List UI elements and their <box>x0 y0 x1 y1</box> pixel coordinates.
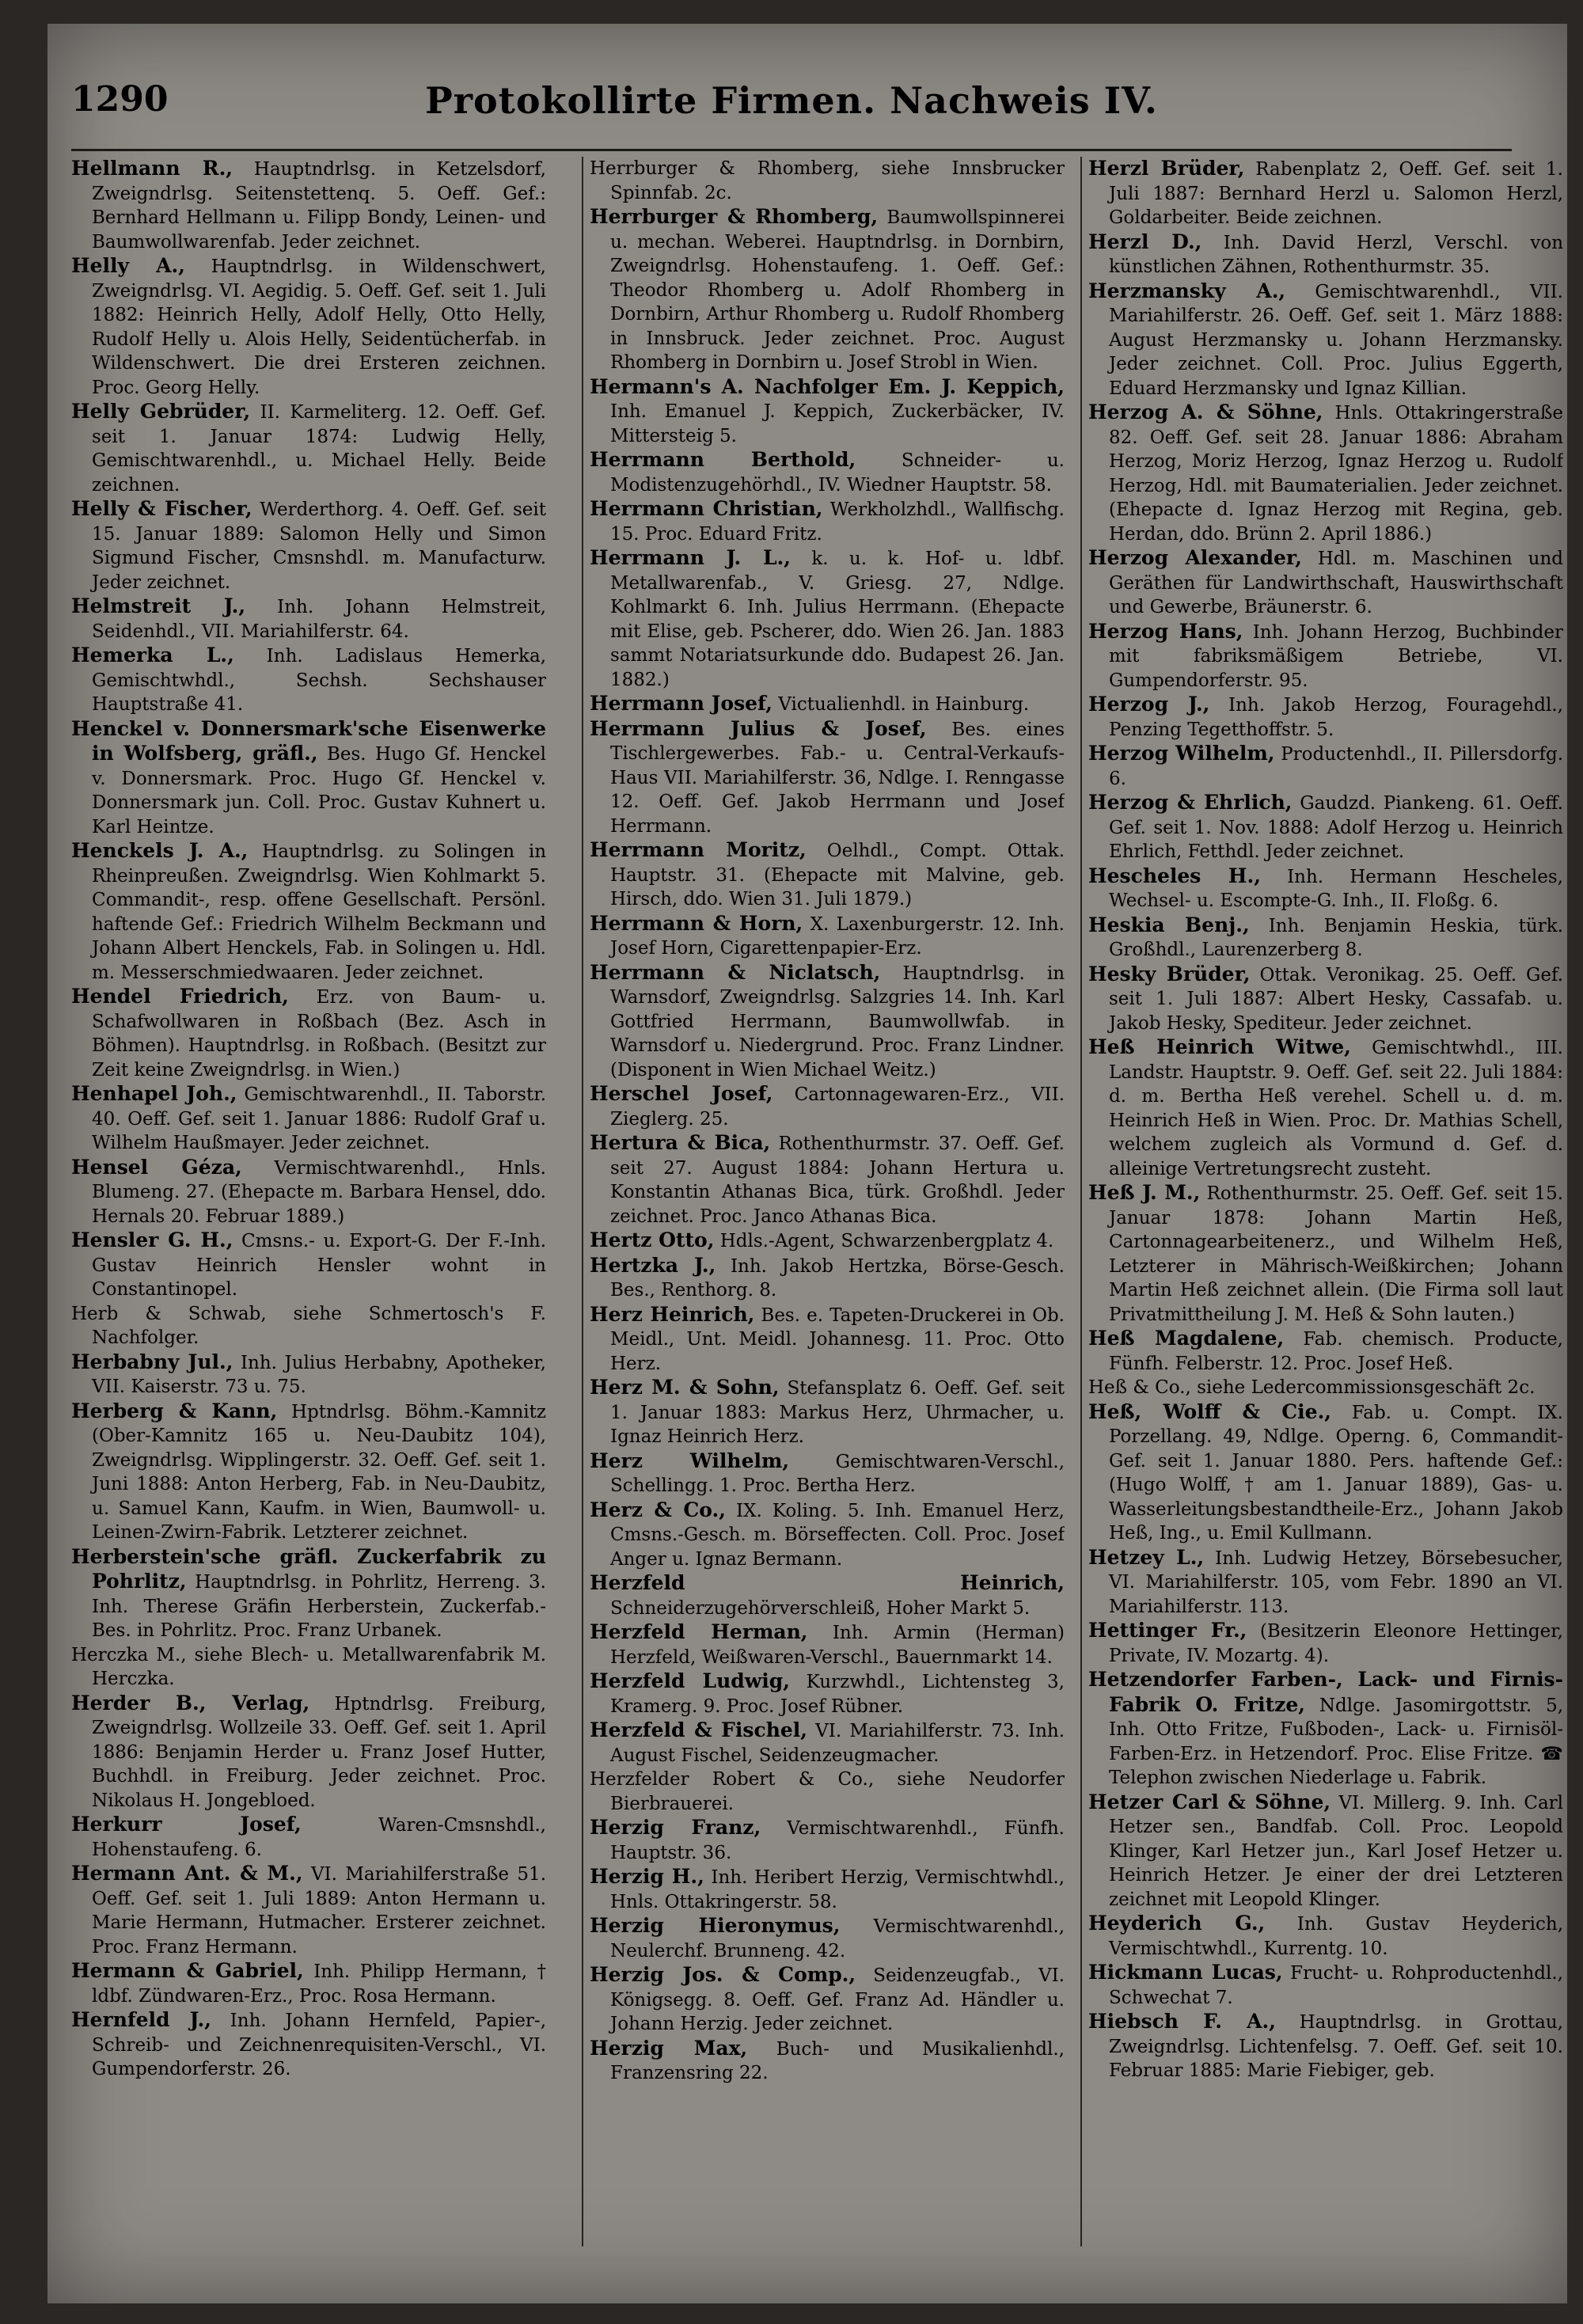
directory-entry <box>590 1254 1065 1303</box>
directory-entry <box>1088 620 1563 693</box>
firm-details: Hdl. m. Maschinen und Geräthen für Landwirthschaft, Hauswirthschaft und Gewerbe, Bräunerstr. 6. <box>1109 549 1563 617</box>
firm-details: Heß & Co., siehe Ledercommissionsgeschäft 2c. <box>1088 1377 1536 1398</box>
firm-details: Gaudzd. Piankeng. 61. Oeff. Gef. seit 1. Nov. 1888: Adolf Herzog u. Heinrich Ehrlich, Fetthdl. Jeder zeichnet. <box>1109 793 1563 862</box>
firm-details: Rabenplatz 2, Oeff. Gef. seit 1. Juli 1887: Bernhard Herzl u. Salomon Herzl, Goldarbeiter. Beide zeichnen. <box>1109 159 1563 228</box>
firm-details: Schneiderzugehörverschleiß, Hoher Markt 5. <box>610 1597 1031 1619</box>
firm-details: Inh. Johann Hernfeld, Papier-, Schreib- und Zeichnenrequisiten-Verschl., VI. Gumpendorferstr. 26. <box>92 2011 546 2079</box>
firm-name: Herrmann Moritz, <box>590 838 807 861</box>
firm-details: II. Karmeliterg. 12. Oeff. Gef. seit 1. Januar 1874: Ludwig Helly, Gemischtwarenhdl., u. Michael Helly. Beide zeichnen. <box>92 402 546 496</box>
firm-name: Henckels J. A., <box>71 839 249 862</box>
directory-entry <box>1088 546 1563 620</box>
directory-entry <box>1088 1790 1563 1912</box>
directory-entry <box>590 205 1065 375</box>
directory-entry <box>1088 1546 1563 1620</box>
firm-details: Cmsns.- u. Export-G. Der F.-Inh. Gustav Heinrich Hensler wohnt in Constantinopel. <box>92 1231 546 1300</box>
firm-name: Herkurr Josef, <box>71 1813 302 1836</box>
directory-entry <box>1088 2010 1563 2083</box>
directory-entry <box>71 1399 546 1545</box>
firm-name: Hemerka L., <box>71 644 234 666</box>
firm-name: Hescheles H., <box>1088 864 1261 887</box>
firm-details: Schneider- u. Modistenzugehörhdl., IV. Wiedner Hauptstr. 58. <box>610 450 1065 496</box>
firm-details: Oelhdl., Compt. Ottak. Hauptstr. 31. (Ehepacte mit Malvine, geb. Hirsch, ddo. Wien 31. Juli 1879.) <box>610 841 1065 909</box>
firm-name: Helly A., <box>71 254 185 277</box>
directory-entry <box>1088 1400 1563 1546</box>
firm-name: Herzig Jos. & Comp., <box>590 1963 856 1986</box>
firm-details: Herzfelder Robert & Co., siehe Neudorfer Bierbrauerei. <box>590 1769 1065 1814</box>
directory-entry <box>71 1302 546 1350</box>
header-rule <box>71 149 1512 151</box>
page-header <box>71 79 1512 142</box>
firm-details: Gemischtwarenhdl., VII. Mariahilferstr. 26. Oeff. Gef. seit 1. März 1888: August Herzmansky u. Johann Herzmansky. Jeder zeichnet. Coll. Proc. Julius Eggerth, Eduard Herzmansky und Ignaz Killian. <box>1109 281 1563 399</box>
directory-entry <box>590 448 1065 497</box>
firm-name: Heß, Wolff & Cie., <box>1088 1399 1331 1423</box>
firm-details: Gemischtwaren-Verschl., Schellingg. 1. Proc. Bertha Herz. <box>610 1451 1065 1496</box>
firm-name: Hellmann R., <box>71 157 233 180</box>
firm-details: Waren-Cmsnshdl., Hohenstaufeng. 6. <box>92 1815 546 1860</box>
firm-details: Herb & Schwab, siehe Schmertosch's F. Nachfolger. <box>71 1303 546 1348</box>
firm-details: Hnls. Ottakringerstraße 82. Oeff. Gef. seit 28. Januar 1886: Abraham Herzog, Moriz Herzog, Ignaz Herzog u. Rudolf Herzog, Hdl. mit Baumaterialien. Jeder zeichnet. (Ehepacte d. Ignaz Herzog mit Regina, geb. Herdan, ddo. Brünn 2. April 1886.) <box>1109 403 1563 545</box>
firm-name: Herzfeld & Fischel, <box>590 1718 808 1741</box>
firm-name: Hertura & Bica, <box>590 1131 771 1154</box>
firm-details: Inh. Heribert Herzig, Vermischtwhdl., Hnls. Ottakringerstr. 58. <box>610 1867 1065 1912</box>
directory-entry <box>590 1963 1065 2037</box>
directory-entry <box>71 1350 546 1399</box>
firm-details: Inh. Armin (Herman) Herzfeld, Weißwaren-Verschl., Bauernmarkt 14. <box>610 1623 1065 1668</box>
firm-name: Heß Heinrich Witwe, <box>1088 1035 1351 1058</box>
firm-details: Inh. Julius Herbabny, Apotheker, VII. Kaiserstr. 73 u. 75. <box>92 1352 546 1397</box>
directory-entry <box>590 1498 1065 1572</box>
directory-entry <box>1088 157 1563 230</box>
directory-entry <box>590 157 1065 205</box>
firm-name: Herrmann & Horn, <box>590 911 803 935</box>
firm-name: Herz Wilhelm, <box>590 1449 790 1472</box>
firm-details: Inh. David Herzl, Verschl. von künstlichen Zähnen, Rothenthurmstr. 35. <box>1109 232 1563 277</box>
firm-details: VI. Mariahilferstraße 51. Oeff. Gef. seit 1. Juli 1889: Anton Hermann u. Marie Hermann, Hutmacher. Ersterer zeichnet. Proc. Franz Hermann. <box>92 1864 546 1958</box>
firm-name: Hensler G. H., <box>71 1228 233 1251</box>
directory-entry <box>71 1862 546 1959</box>
firm-details: Inh. Emanuel J. Keppich, Zuckerbäcker, IV. Mittersteig 5. <box>610 401 1065 446</box>
firm-details: Victualienhdl. in Hainburg. <box>778 694 1030 715</box>
firm-details: Inh. Hermann Hescheles, Wechsel- u. Escompte-G. Inh., II. Floßg. 6. <box>1109 866 1563 911</box>
firm-name: Hermann Ant. & M., <box>71 1862 303 1885</box>
firm-name: Henckel v. Donnersmark'sche Eisenwerke in Wolfsberg, gräfl., <box>71 716 546 765</box>
firm-name: Hensel Géza, <box>71 1155 242 1179</box>
firm-name: Hetzer Carl & Söhne, <box>1088 1790 1331 1813</box>
directory-entry <box>71 644 546 717</box>
firm-name: Hickmann Lucas, <box>1088 1961 1283 1984</box>
directory-entry <box>1088 1181 1563 1327</box>
firm-details: Herrburger & Rhomberg, siehe Innsbrucker Spinnfab. 2c. <box>590 158 1065 203</box>
firm-name: Herz & Co., <box>590 1498 726 1521</box>
firm-details: Bes. e. Tapeten-Druckerei in Ob. Meidl., Unt. Meidl. Johannesg. 11. Proc. Otto Herz. <box>610 1304 1065 1374</box>
firm-details: VI. Millerg. 9. Inh. Carl Hetzer sen., Bandfab. Coll. Proc. Leopold Klinger, Karl Hetzer jun., Karl Josef Hetzer u. Heinrich Hetzer. Je einer der drei Letzteren zeichnet mit Leopold Klinger. <box>1109 1792 1563 1910</box>
firm-name: Hertz Otto, <box>590 1228 715 1251</box>
directory-entry <box>590 375 1065 449</box>
directory-entry <box>590 1376 1065 1449</box>
firm-details: Frucht- u. Rohproductenhdl., Schwechat 7. <box>1109 1963 1563 2008</box>
directory-entry <box>71 157 546 254</box>
firm-details: Hauptndrlsg. in Wildenschwert, Zweigndrlsg. VI. Aegidig. 5. Oeff. Gef. seit 1. Juli 1882: Heinrich Helly, Adolf Helly, Otto Helly, Rudolf Helly u. Alois Helly, Seidentücherfab. in Wildenschwert. Die drei Ersteren zeichnen. Proc. Georg Helly. <box>92 256 546 398</box>
directory-entry <box>590 1228 1065 1254</box>
firm-details: Hauptndrlsg. in Grottau, Zweigndrlsg. Lichtenfelsg. 7. Oeff. Gef. seit 10. Februar 1885: Marie Fiebiger, geb. <box>1109 2012 1563 2081</box>
directory-entry <box>590 546 1065 692</box>
firm-details: Inh. Jakob Hertzka, Börse-Gesch. Bes., Renthorg. 8. <box>610 1255 1065 1301</box>
firm-details: Hdls.-Agent, Schwarzenbergplatz 4. <box>719 1231 1054 1251</box>
directory-entry <box>1088 1035 1563 1181</box>
firm-details: Inh. Johann Herzog, Buchbinder mit fabriksmäßigem Betriebe, VI. Gumpendorferstr. 95. <box>1109 621 1563 691</box>
directory-entry <box>1088 864 1563 913</box>
firm-details: Vermischtwarenhdl., Neulerchf. Brunneng. 42. <box>610 1916 1065 1961</box>
firm-details: Hauptndrlsg. in Ketzelsdorf, Zweigndrlsg. Seitenstettenq. 5. Oeff. Gef.: Bernhard Hellmann u. Filipp Bondy, Leinen- und Baumwollwarenfab. Jeder zeichnet. <box>92 159 546 253</box>
directory-entry <box>71 839 546 985</box>
firm-details: Stefansplatz 6. Oeff. Gef. seit 1. Januar 1883: Markus Herz, Uhrmacher, u. Ignaz Heinrich Herz. <box>610 1378 1065 1447</box>
firm-name: Helly & Fischer, <box>71 497 252 520</box>
column-divider <box>1080 157 1082 2246</box>
directory-entry <box>1088 693 1563 742</box>
firm-details: Bes. eines Tischlergewerbes. Fab.- u. Central-Verkaufs-Haus VII. Mariahilferstr. 36, Ndlge. I. Renngasse 12. Oeff. Gef. Jakob Herrmann und Josef Herrmann. <box>610 719 1065 837</box>
firm-name: Herzig Hieronymus, <box>590 1914 841 1937</box>
firm-name: Heß Magdalene, <box>1088 1327 1285 1350</box>
firm-name: Herz Heinrich, <box>590 1302 755 1326</box>
firm-details: Inh. Ladislaus Hemerka, Gemischtwhdl., Sechsh. Sechshauser Hauptstraße 41. <box>92 646 546 715</box>
directory-entry <box>71 497 546 594</box>
firm-name: Hiebsch F. A., <box>1088 2010 1276 2033</box>
directory-entry <box>71 985 546 1082</box>
firm-name: Herzig Max, <box>590 2036 748 2060</box>
directory-entry <box>71 717 546 840</box>
directory-entry <box>1088 913 1563 963</box>
firm-name: Henhapel Joh., <box>71 1082 237 1105</box>
firm-name: Herzmansky A., <box>1088 279 1286 302</box>
firm-details: Gemischtwarenhdl., II. Taborstr. 40. Oeff. Gef. seit 1. Januar 1886: Rudolf Graf u. Wilhelm Haußmayer. Jeder zeichnet. <box>92 1084 546 1153</box>
directory-entry <box>71 2008 546 2082</box>
directory-entry <box>590 1914 1065 1963</box>
directory-entry <box>1088 963 1563 1036</box>
directory-entry <box>71 1156 546 1229</box>
firm-details: Fab. u. Compt. IX. Porzellang. 49, Ndlge. Operng. 6, Commandit-Gef. seit 1. Januar 1880. Pers. haftende Gef.: (Hugo Wolff, † am 1. Januar 1889), Gas- u. Wasserleitungsbestandtheile-Erz., Johann Jakob Heß, Ing., u. Emil Kullmann. <box>1109 1402 1563 1544</box>
firm-name: Herzl D., <box>1088 230 1202 253</box>
directory-entry <box>590 912 1065 961</box>
firm-name: Herrmann & Niclatsch, <box>590 960 881 984</box>
directory-entry <box>1088 1327 1563 1376</box>
firm-name: Herrmann Julius & Josef, <box>590 716 927 740</box>
directory-entry <box>1088 1668 1563 1790</box>
firm-details: Buch- und Musikalienhdl., Franzensring 22. <box>610 2038 1065 2083</box>
directory-entry <box>590 1449 1065 1498</box>
firm-name: Herschel Josef, <box>590 1082 773 1105</box>
firm-name: Hermann & Gabriel, <box>71 1959 304 1982</box>
directory-entry <box>1088 742 1563 791</box>
directory-entry <box>71 254 546 400</box>
firm-details: Gemischtwhdl., III. Landstr. Hauptstr. 9. Oeff. Gef. seit 22. Juli 1884: d. m. Bertha Heß verehel. Schell u. d. m. Heinrich Heß in Wien. Proc. Dr. Mathias Schell, welchem zugleich als Vormund d. Gef. d. alleinige Vertretungsrecht zusteht. <box>1109 1038 1563 1179</box>
firm-name: Herzog Alexander, <box>1088 546 1302 569</box>
directory-entry <box>590 1571 1065 1620</box>
firm-name: Herrmann Josef, <box>590 692 773 715</box>
directory-entry <box>590 1131 1065 1228</box>
firm-details: Hptndrlsg. Freiburg, Zweigndrlsg. Wollzeile 33. Oeff. Gef. seit 1. April 1886: Benjamin Herder u. Franz Josef Hutter, Buchhdl. in Freiburg. Jeder zeichnet. Proc. Nikolaus H. Jongebloed. <box>92 1693 546 1811</box>
column-left <box>71 157 546 2246</box>
firm-details: k. u. k. Hof- u. ldbf. Metallwarenfab., V. Griesg. 27, Ndlge. Kohlmarkt 6. Inh. Julius Herrmann. (Ehepacte mit Elise, geb. Pscherer, ddo. Wien 26. Jan. 1883 sammt Notariatsurkunde ddo. Budapest 26. Jan. 1882.) <box>610 549 1065 690</box>
firm-details: Hauptndrlsg. zu Solingen in Rheinpreußen. Zweigndrlsg. Wien Kohlmarkt 5. Commandit-, resp. offene Gesellschaft. Persönl. haftende Gef.: Friedrich Wilhelm Beckmann und Johann Albert Henckels, Fab. in Solingen u. Hdl. m. Messerschmiedwaaren. Jeder zeichnet. <box>92 841 546 983</box>
directory-entry <box>590 1669 1065 1718</box>
firm-name: Herzig Franz, <box>590 1816 761 1839</box>
firm-details: Baumwollspinnerei u. mechan. Weberei. Hauptndrlsg. in Dornbirn, Zweigndrlsg. Hohenstaufeng. 1. Oeff. Gef.: Theodor Rhomberg u. Adolf Rhomberg in Dornbirn, Arthur Rhomberg u. Rudolf Rhomberg in Innsbruck. Jeder zeichnet. Proc. August Rhomberg in Dornbirn u. Josef Strobl in Wien. <box>610 207 1065 373</box>
firm-details: Inh. Benjamin Heskia, türk. Großhdl., Laurenzerberg 8. <box>1109 915 1563 960</box>
directory-entry <box>1088 791 1563 864</box>
firm-name: Hertzka J., <box>590 1253 716 1277</box>
directory-entry <box>590 1768 1065 1816</box>
firm-name: Herzfeld Heinrich, <box>590 1571 1065 1594</box>
directory-entry <box>71 400 546 497</box>
directory-entry <box>71 1643 546 1692</box>
firm-details: (Besitzerin Eleonore Hettinger, Private, IV. Mozartg. 4). <box>1109 1621 1563 1666</box>
firm-name: Herberstein'sche gräfl. Zuckerfabrik zu Pohrlitz, <box>71 1544 546 1593</box>
firm-details: VI. Mariahilferstr. 73. Inh. August Fischel, Seidenzeugmacher. <box>610 1721 1065 1766</box>
directory-entry <box>71 1228 546 1302</box>
directory-entry <box>590 1816 1065 1865</box>
firm-name: Herzog A. & Söhne, <box>1088 401 1323 423</box>
firm-details: Hauptndrlsg. in Pohrlitz, Herreng. 3. Inh. Therese Gräfin Herberstein, Zuckerfab.-Bes. in Pohrlitz. Proc. Franz Urbanek. <box>92 1572 546 1641</box>
firm-details: Inh. Philipp Hermann, † ldbf. Zündwaren-Erz., Proc. Rosa Hermann. <box>92 1961 546 2007</box>
firm-name: Herrburger & Rhomberg, <box>590 205 879 228</box>
firm-name: Herzog Hans, <box>1088 619 1243 643</box>
firm-details: IX. Koling. 5. Inh. Emanuel Herz, Cmsns.-Gesch. m. Börseffecten. Coll. Proc. Josef Anger u. Ignaz Bermann. <box>610 1500 1065 1570</box>
firm-details: Ottak. Veronikag. 25. Oeff. Gef. seit 1. Juli 1887: Albert Hesky, Cassafab. u. Jakob Hesky, Spediteur. Jeder zeichnet. <box>1109 964 1563 1034</box>
directory-entry <box>71 1813 546 1862</box>
column-right <box>1088 157 1563 2246</box>
firm-details: Inh. Jakob Herzog, Fouragehdl., Penzing Tegetthoffstr. 5. <box>1109 695 1563 740</box>
firm-name: Herrmann Christian, <box>590 497 823 520</box>
firm-details: Herczka M., siehe Blech- u. Metallwarenfabrik M. Herczka. <box>71 1644 546 1689</box>
directory-entry <box>71 1959 546 2008</box>
firm-details: Rothenthurmstr. 25. Oeff. Gef. seit 15. Januar 1878: Johann Martin Heß, Cartonnagearbeitenerz., und Wilhelm Heß, Letzterer in Mährisch-Weißkirchen; Johann Martin Heß zeichnet allein. (Die Firma soll laut Privatmittheilung J. M. Heß & Sohn lauten.) <box>1109 1183 1563 1325</box>
firm-details: Cartonnagewaren-Erz., VII. Zieglerg. 25. <box>610 1084 1065 1130</box>
firm-name: Herzfeld Ludwig, <box>590 1669 790 1692</box>
directory-entry <box>590 1082 1065 1131</box>
firm-details: Ndlge. Jasomirgottstr. 5, Inh. Otto Fritze, Fußboden-, Lack- u. Firnisöl-Farben-Erz. in Hetzendorf. Proc. Elise Fritze. ☎ Telephon zwischen Niederlage u. Fabrik. <box>1109 1695 1563 1788</box>
firm-name: Heskia Benj., <box>1088 913 1250 936</box>
firm-details: Fab. chemisch. Producte, Fünfh. Felberstr. 12. Proc. Josef Heß. <box>1109 1329 1563 1374</box>
firm-details: Werderthorg. 4. Oeff. Gef. seit 15. Januar 1889: Salomon Helly und Simon Sigmund Fischer, Cmsnshdl. m. Manufacturw. Jeder zeichnet. <box>92 499 546 593</box>
firm-name: Hendel Friedrich, <box>71 985 289 1008</box>
directory-entry <box>71 1545 546 1643</box>
directory-entry <box>71 1692 546 1813</box>
directory-entry <box>590 2037 1065 2086</box>
firm-name: Herrmann J. L., <box>590 546 791 569</box>
firm-name: Hetzendorfer Farben-, Lack- und Firnis-Fabrik O. Fritze, <box>1088 1668 1563 1716</box>
firm-details: Bes. Hugo Gf. Henckel v. Donnersmark. Proc. Hugo Gf. Henckel v. Donnersmark jun. Coll. Proc. Gustav Kuhnert u. Karl Heintze. <box>92 744 546 837</box>
firm-name: Heß J. M., <box>1088 1181 1201 1204</box>
firm-details: Kurzwhdl., Lichtensteg 3, Kramerg. 9. Proc. Josef Rübner. <box>610 1672 1065 1717</box>
firm-name: Herzig H., <box>590 1865 704 1888</box>
directory-entry <box>71 594 546 644</box>
firm-details: Rothenthurmstr. 37. Oeff. Gef. seit 27. August 1884: Johann Hertura u. Konstantin Athanas Bica, türk. Großhdl. Jeder zeichnet. Proc. Janco Athanas Bica. <box>610 1134 1065 1227</box>
firm-details: X. Laxenburgerstr. 12. Inh. Josef Horn, Cigarettenpapier-Erz. <box>610 913 1065 959</box>
firm-name: Hettinger Fr., <box>1088 1619 1247 1642</box>
firm-details: Hauptndrlsg. in Warnsdorf, Zweigndrlsg. Salzgries 14. Inh. Karl Gottfried Herrmann, Baumwollwfab. in Warnsdorf u. Niedergrund. Proc. Franz Lindner. (Disponent in Wien Michael Weitz.) <box>610 963 1065 1080</box>
directory-entry <box>590 692 1065 717</box>
directory-entry <box>1088 401 1563 546</box>
firm-details: Werkholzhdl., Wallfischg. 15. Proc. Eduard Fritz. <box>610 499 1065 545</box>
firm-name: Herzog J., <box>1088 693 1210 716</box>
firm-details: Vermischtwarenhdl., Hnls. Blumeng. 27. (Ehepacte m. Barbara Hensel, ddo. Hernals 20. Februar 1889.) <box>92 1157 546 1227</box>
firm-details: Inh. Gustav Heyderich, Vermischtwhdl., Kurrentg. 10. <box>1109 1914 1563 1959</box>
directory-entry <box>1088 1619 1563 1668</box>
directory-entry <box>71 1082 546 1156</box>
firm-name: Herberg & Kann, <box>71 1399 278 1422</box>
page-number: 1290 <box>71 79 169 120</box>
firm-name: Helly Gebrüder, <box>71 400 251 423</box>
directory-entry <box>1088 279 1563 401</box>
firm-name: Herrmann Berthold, <box>590 448 856 471</box>
firm-name: Heyderich G., <box>1088 1912 1266 1935</box>
firm-name: Herzog & Ehrlich, <box>1088 791 1293 814</box>
directory-entry <box>590 497 1065 546</box>
firm-details: Vermischtwarenhdl., Fünfh. Hauptstr. 36. <box>610 1818 1065 1863</box>
firm-details: Productenhdl., II. Pillersdorfg. 6. <box>1109 744 1563 789</box>
firm-name: Hesky Brüder, <box>1088 962 1251 985</box>
directory-entry <box>1088 230 1563 279</box>
running-head: Protokollirte Firmen. Nachweis IV. <box>425 79 1158 122</box>
directory-entry <box>590 838 1065 912</box>
directory-entry <box>590 1303 1065 1377</box>
firm-details: Seidenzeugfab., VI. Königsegg. 8. Oeff. Gef. Franz Ad. Händler u. Johann Herzig. Jeder zeichnet. <box>610 1965 1065 2034</box>
firm-name: Herder B., Verlag, <box>71 1691 310 1715</box>
firm-name: Helmstreit J., <box>71 594 246 617</box>
directory-entry <box>1088 1376 1563 1400</box>
column-divider <box>582 157 583 2246</box>
firm-details: Inh. Johann Helmstreit, Seidenhdl., VII. Mariahilferstr. 64. <box>92 597 546 642</box>
firm-name: Herzfeld Herman, <box>590 1620 808 1643</box>
directory-entry <box>590 1865 1065 1914</box>
directory-entry <box>590 961 1065 1083</box>
firm-name: Hernfeld J., <box>71 2008 211 2031</box>
directory-entry <box>1088 1912 1563 1961</box>
firm-name: Herzl Brüder, <box>1088 157 1245 180</box>
firm-name: Herzog Wilhelm, <box>1088 742 1275 765</box>
directory-entry <box>1088 1961 1563 2010</box>
directory-entry <box>590 717 1065 839</box>
firm-name: Hetzey L., <box>1088 1545 1205 1569</box>
firm-name: Hermann's A. Nachfolger Em. J. Keppich, <box>590 374 1065 398</box>
firm-name: Herz M. & Sohn, <box>590 1376 780 1399</box>
column-middle <box>590 157 1065 2246</box>
firm-details: Erz. von Baum- u. Schafwollwaren in Roßbach (Bez. Asch in Böhmen). Hauptndrlsg. in Roßbach. (Besitzt zur Zeit keine Zweigndrlsg. in Wien.) <box>92 987 546 1080</box>
firm-name: Herbabny Jul., <box>71 1350 233 1373</box>
directory-entry <box>590 1620 1065 1669</box>
firm-details: Hptndrlsg. Böhm.-Kamnitz (Ober-Kamnitz 165 u. Neu-Daubitz 104), Zweigndrlsg. Wipplingerstr. 32. Oeff. Gef. seit 1. Juni 1888: Anton Herberg, Fab. in Neu-Daubitz, u. Samuel Kann, Kaufm. in Wien, Baumwoll- u. Leinen-Zwirn-Fabrik. Letzterer zeichnet. <box>92 1401 546 1543</box>
firm-details: Inh. Ludwig Hetzey, Börsebesucher, VI. Mariahilferstr. 105, vom Febr. 1890 an VI. Mariahilferstr. 113. <box>1109 1547 1563 1617</box>
directory-entry <box>590 1718 1065 1768</box>
